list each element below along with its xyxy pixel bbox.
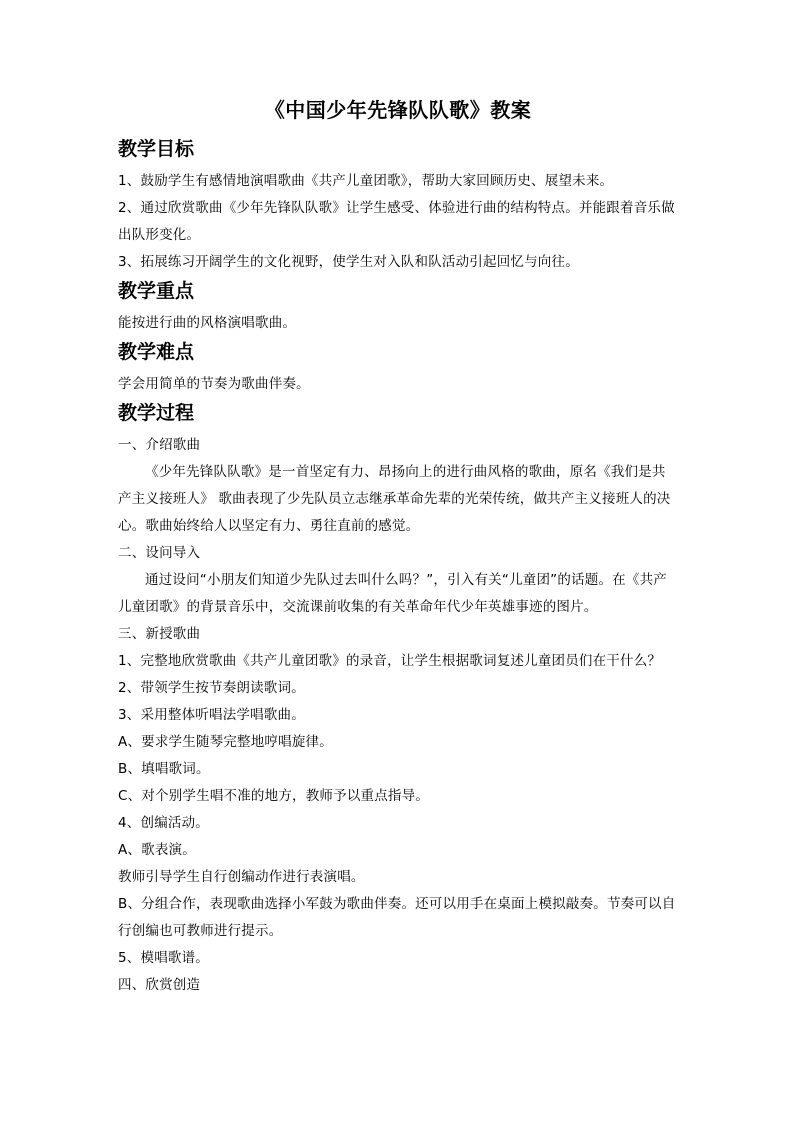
process-paragraph: 通过设问“小朋友们知道少先队过去叫什么吗？”，引入有关“儿童团”的话题。在《共产儿童团歌》的背景音乐中，交流课前收集的有关革命年代少年英雄事迹的图片。 (118, 572, 667, 615)
process-line: 教师引导学生自行创编动作进行表演唱。 (118, 869, 365, 885)
process-line: 5、模唱歌谱。 (118, 950, 209, 966)
heading-teaching-process: 教学过程 (118, 402, 195, 424)
process-step-heading: 三、新授歌曲 (118, 626, 201, 642)
process-line: B、填唱歌词。 (118, 761, 210, 777)
process-step-heading: 四、欣赏创造 (118, 977, 201, 993)
process-line: 3、采用整体听唱法学唱歌曲。 (118, 707, 305, 723)
document-page (118, 96, 678, 999)
process-paragraph: 《少年先锋队队歌》是一首坚定有力、昂扬向上的进行曲风格的歌曲，原名《我们是共产主义接班人》 歌曲表现了少先队员立志继承革命先辈的光荣传统，做共产主义接班人的决心。歌曲始终给人以坚定有力、勇往直前的感觉。 (118, 464, 671, 534)
process-line: A、要求学生随琴完整地哼唱旋律。 (118, 734, 333, 750)
process-step-heading: 一、介绍歌曲 (118, 437, 201, 453)
process-line: A、歌表演。 (118, 842, 196, 858)
heading-key-points: 教学重点 (118, 280, 195, 302)
process-line: 2、带领学生按节奏朗读歌词。 (118, 680, 305, 696)
document-title: 《中国少年先锋队队歌》教案 (264, 98, 532, 122)
process-step-heading: 二、设问导入 (118, 545, 201, 561)
goal-item-2: 2、通过欣赏歌曲《少年先锋队队歌》让学生感受、体验进行曲的结构特点。并能跟着音乐做出队形变化。 (118, 200, 675, 243)
goal-item-3: 3、拓展练习开阔学生的文化视野，使学生对入队和队活动引起回忆与向往。 (118, 254, 579, 270)
heading-difficulties: 教学难点 (118, 341, 195, 363)
process-line: B、分组合作，表现歌曲选择小军鼓为歌曲伴奏。还可以用手在桌面上模拟敲奏。节奏可以自行创编也可教师进行提示。 (118, 896, 676, 939)
process-line: 1、完整地欣赏歌曲《共产儿童团歌》的录音，让学生根据歌词复述儿童团员们在干什么？ (118, 653, 662, 669)
goal-item-1: 1、鼓励学生有感情地演唱歌曲《共产儿童团歌》，帮助大家回顾历史、展望未来。 (118, 173, 614, 189)
process-line: C、对个别学生唱不准的地方，教师予以重点指导。 (118, 788, 430, 804)
difficulties-text: 学会用简单的节奏为歌曲伴奏。 (118, 376, 310, 392)
key-points-text: 能按进行曲的风格演唱歌曲。 (118, 315, 297, 331)
process-line: 4、创编活动。 (118, 815, 209, 831)
heading-teaching-goals: 教学目标 (118, 138, 195, 160)
